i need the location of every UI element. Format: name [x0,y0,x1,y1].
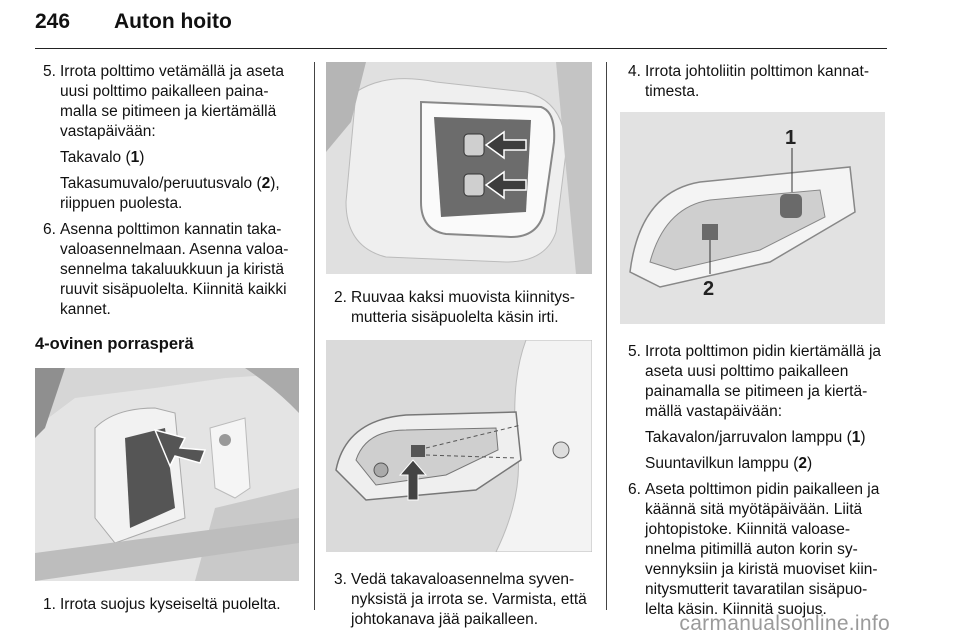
step-number: 3. [334,571,347,588]
sub-item-brake-light: Takavalon/jarruvalon lamppu (1) [645,429,866,446]
step-4-disconnect-connector [620,62,888,102]
step-number: 5. [43,63,56,80]
page-number: 246 [35,10,71,33]
step-number: 1. [43,596,56,613]
step-text: Aseta polttimon pidin paikalleen ja käännä sitä myötäpäivään. Liitä johtopistoke. Kiinnitä valoase-nnelma pitimillä auton korin sy-vennyksiin ja kiristä muoviset kiin-nitysmutterit tavaratilan sisäpuo-lelta käsin. Kiinnitä suojus. [645,481,880,618]
column-left [35,62,303,615]
column-divider [606,62,607,610]
callout-2: 2 [703,278,715,300]
figure-light-cavity [326,62,592,274]
section-heading: 4-ovinen porrasperä [35,335,194,353]
step-number: 6. [628,481,641,498]
step-1-remove-cover [35,595,303,615]
step-text: Irrota johtoliitin polttimon kannat-timesta. [645,63,870,100]
callout-1: 1 [785,127,797,149]
page-header [35,4,887,49]
step-5-remove-bulb [35,62,303,214]
step-3-pull-assembly [326,570,592,630]
step-5-replace-bulb [620,342,888,474]
figure-bulb-holder [620,112,885,324]
page-title: Auton hoito [114,10,232,33]
step-2-unscrew-nuts [326,288,592,328]
step-text: Vedä takavaloasennelma syven-nyksistä ja irrota se. Varmista, että johtokanava jää paikalleen. [351,571,587,628]
step-6-reinstall [620,480,888,620]
step-number: 4. [628,63,641,80]
step-number: 5. [628,343,641,360]
step-text: Irrota polttimon pidin kiertämällä ja aseta uusi polttimo paikalleen painamalla se pitimeen ja kiertä-mällä vastapäivään: [645,343,882,420]
figure-light-assembly [326,340,592,552]
step-text: Irrota polttimo vetämällä ja aseta uusi polttimo paikalleen paina-malla se pitimeen ja kiertämällä vastapäivään: [60,63,284,140]
figure-trunk-cover [35,368,299,581]
step-6-install-holder [35,220,303,320]
step-text: Irrota suojus kyseiseltä puolelta. [60,596,281,613]
sub-item-turn-signal: Suuntavilkun lamppu (2) [645,455,813,472]
step-number: 6. [43,221,56,238]
watermark: carmanualsonline.info [679,612,890,635]
sub-item-fog-reverse-light: Takasumuvalo/peruutusvalo (2), riippuen puolesta. [60,175,280,212]
step-number: 2. [334,289,347,306]
column-middle [326,62,592,630]
column-divider [314,62,315,610]
step-text: Ruuvaa kaksi muovista kiinnitys-mutteria sisäpuolelta käsin irti. [351,289,575,326]
step-text: Asenna polttimon kannatin taka-valoasennelmaan. Asenna valoa-sennelma takaluukkuun ja kiristä ruuvit sisäpuolelta. Kiinnitä kaikki kannet. [60,221,289,318]
column-right [620,62,888,620]
sub-item-tail-light: Takavalo (1) [60,149,145,166]
